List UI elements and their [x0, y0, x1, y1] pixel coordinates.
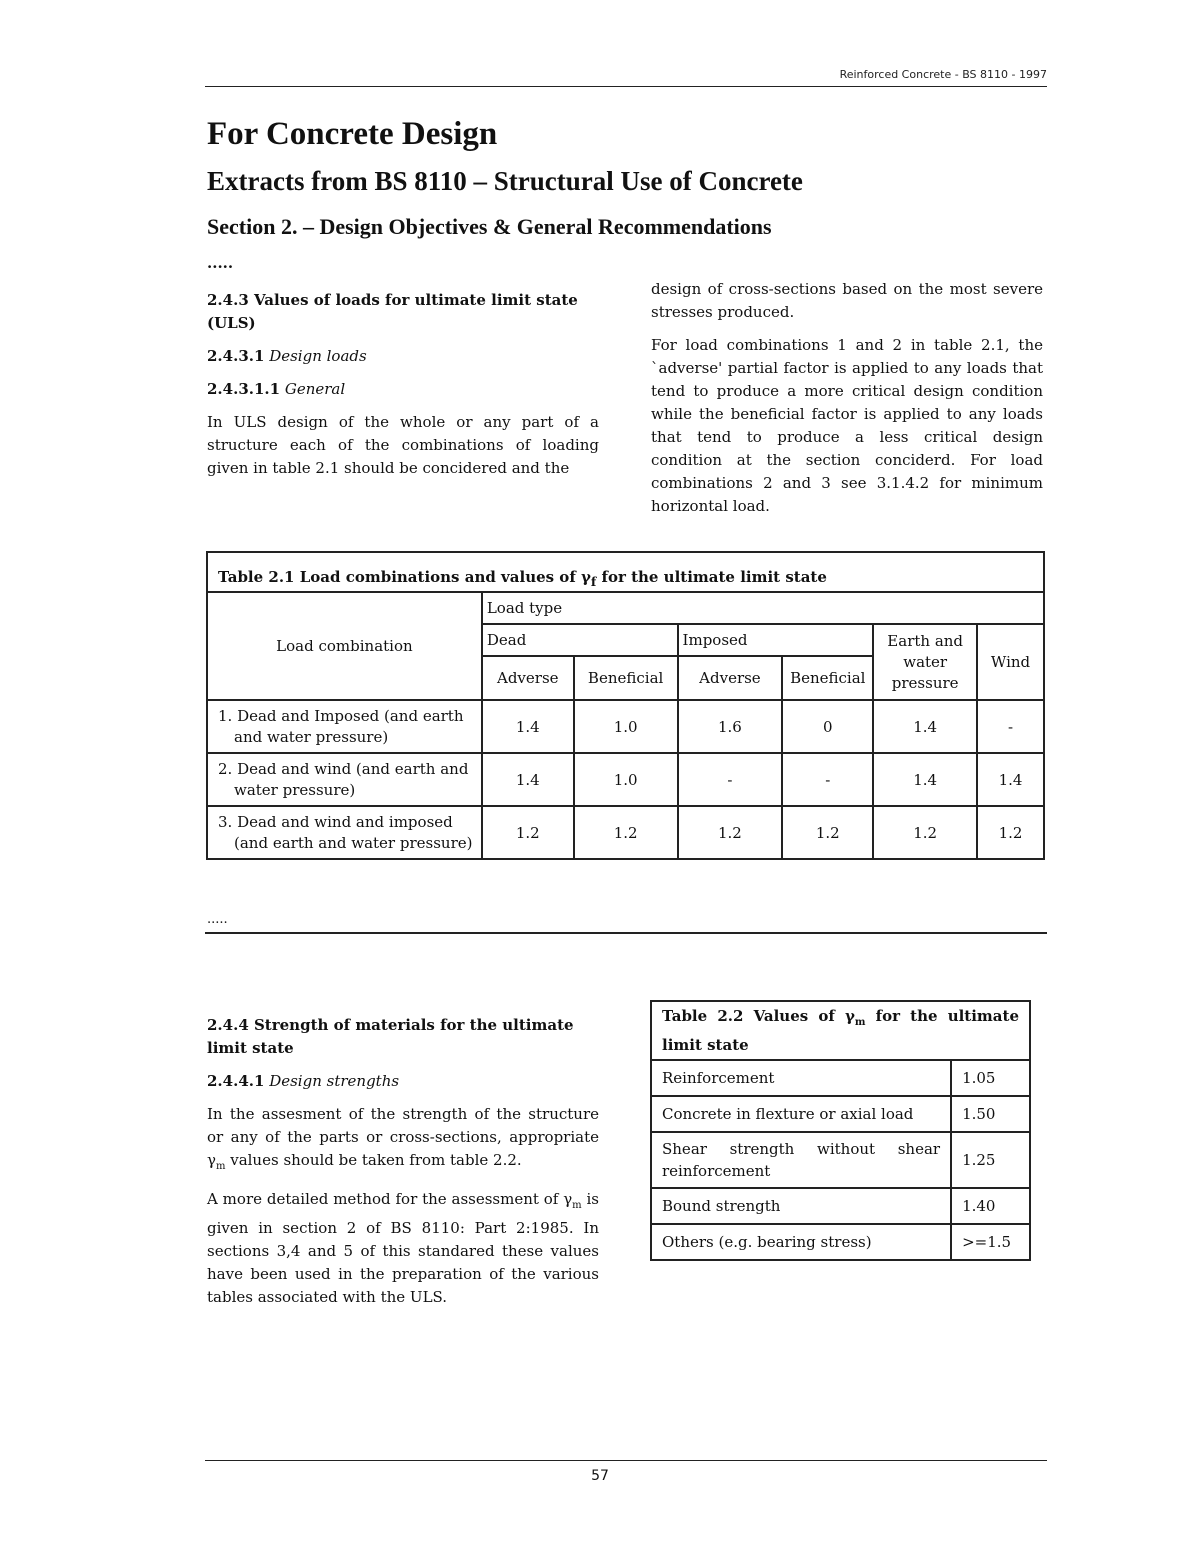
table-row — [651, 1132, 1030, 1188]
sec-244-para2 — [207, 1188, 599, 1309]
material-label: Shear strength without shear reinforcement — [651, 1132, 951, 1188]
gamma-m-value: 1.50 — [951, 1096, 1030, 1132]
combo-line: water pressure) — [234, 780, 356, 799]
sec-2431-heading — [207, 345, 599, 368]
table-2-1-caption-text: Table 2.1 Load combinations and values of γ — [218, 567, 591, 586]
imposed-beneficial-value: 0 — [782, 700, 873, 753]
table-2-2-caption-text-end: for the ultimate limit state — [662, 1007, 1020, 1054]
material-label: Bound strength — [651, 1188, 951, 1224]
sec-2431-title: Design loads — [269, 347, 367, 365]
load-combination-cell — [207, 753, 482, 806]
imposed-adverse-value: 1.6 — [678, 700, 783, 753]
dead-adverse-value: 1.4 — [482, 753, 574, 806]
sec-243-para2: design of cross-sections based on the most severe stresses produced. — [651, 280, 1043, 321]
imposed-beneficial-value: 1.2 — [782, 806, 873, 859]
sec-2431-number: 2.4.3.1 — [207, 347, 265, 365]
sec-24311-title: General — [284, 380, 346, 398]
sec-243-left-column — [207, 289, 599, 490]
earth-water-value: 1.4 — [873, 753, 977, 806]
load-combination-header: Load combination — [207, 592, 482, 700]
dead-adverse-value: 1.4 — [482, 700, 574, 753]
material-label: Reinforcement — [651, 1060, 951, 1096]
footer-rule — [205, 1460, 1047, 1461]
page-subtitle: Extracts from BS 8110 – Structural Use of Concrete — [207, 166, 803, 196]
material-label: Others (e.g. bearing stress) — [651, 1224, 951, 1260]
table-row — [207, 806, 1044, 859]
section-divider — [205, 932, 1047, 934]
table-row — [651, 1096, 1030, 1132]
page-number: 57 — [591, 1468, 609, 1484]
dead-adverse-value: 1.2 — [482, 806, 574, 859]
table-2-2 — [650, 1000, 1031, 1261]
sec-243-right-column — [651, 278, 1043, 528]
sec-24311-number: 2.4.3.1.1 — [207, 380, 281, 398]
table-row — [651, 1060, 1030, 1096]
sec-243-para1: In ULS design of the whole or any part of a structure each of the combinations of loading given in table 2.1 should be concidered and the — [207, 413, 599, 477]
sec-243-heading: 2.4.3 Values of loads for ultimate limit state (ULS) — [207, 291, 578, 332]
imposed-adverse-value: 1.2 — [678, 806, 783, 859]
wind-value: 1.4 — [977, 753, 1044, 806]
table-2-2-caption-text: Table 2.2 Values of γ — [662, 1007, 855, 1025]
imposed-adverse-value: - — [678, 753, 783, 806]
gamma-m-value: 1.25 — [951, 1132, 1030, 1188]
load-combination-cell — [207, 806, 482, 859]
material-label: Concrete in flexture or axial load — [651, 1096, 951, 1132]
sec-243-para3: For load combinations 1 and 2 in table 2.1, the `adverse' partial factor is applied to any loads that tend to produce a more critical design condition while the beneficial factor is applied to any loads that tend to produce a less critical design condition at the section conciderd. For load combinations 2 and 3 see 3.1.4.2 for minimum horizontal load. — [651, 336, 1043, 515]
wind-header: Wind — [977, 624, 1044, 700]
sec-244-left-column — [207, 1014, 599, 1319]
dead-beneficial-value: 1.2 — [574, 806, 678, 859]
sec-244-para2-sub: m — [572, 1200, 582, 1211]
earth-water-header: Earth and water pressure — [873, 624, 977, 700]
page-title: For Concrete Design — [207, 116, 498, 152]
gamma-m-value: 1.05 — [951, 1060, 1030, 1096]
sec-244-para2-text: A more detailed method for the assessment of γ — [207, 1190, 573, 1208]
sec-2441-title: Design strengths — [269, 1072, 400, 1090]
table-row — [651, 1188, 1030, 1224]
sec-244-para2-text-end: is given in section 2 of BS 8110: Part 2:1985. In sections 3,4 and 5 of this standared these values have been used in the preparation of the various tables associated with the ULS. — [207, 1190, 600, 1306]
combo-line: 1. Dead and Imposed (and earth — [218, 706, 464, 725]
ellipsis-mid: ..... — [207, 912, 228, 927]
table-2-1 — [206, 551, 1045, 860]
earth-water-value: 1.2 — [873, 806, 977, 859]
sec-244-para1-text-end: values should be taken from table 2.2. — [225, 1151, 522, 1169]
imposed-adverse-header: Adverse — [678, 656, 783, 700]
table-2-1-caption-text-end: for the ultimate limit state — [596, 567, 827, 586]
sec-24311-heading — [207, 378, 599, 401]
wind-value: - — [977, 700, 1044, 753]
dead-beneficial-value: 1.0 — [574, 700, 678, 753]
table-row — [207, 753, 1044, 806]
table-2-2-caption — [651, 1001, 1030, 1060]
table-2-2-caption-sub: m — [854, 1017, 866, 1028]
imposed-beneficial-header: Beneficial — [782, 656, 873, 700]
load-combination-cell — [207, 700, 482, 753]
gamma-m-value: >=1.5 — [951, 1224, 1030, 1260]
combo-line: and water pressure) — [234, 727, 389, 746]
sec-244-para1-text: In the assesment of the strength of the structure or any of the parts or cross-sections, appropriate γ — [207, 1105, 599, 1169]
combo-line: (and earth and water pressure) — [234, 833, 473, 852]
dead-beneficial-value: 1.0 — [574, 753, 678, 806]
sec-2441-heading — [207, 1070, 599, 1093]
combo-line: 2. Dead and wind (and earth and — [218, 759, 469, 778]
combo-line: 3. Dead and wind and imposed — [218, 812, 453, 831]
section-title: Section 2. – Design Objectives & General Recommendations — [207, 214, 772, 239]
dead-header: Dead — [482, 624, 678, 656]
gamma-m-value: 1.40 — [951, 1188, 1030, 1224]
load-type-header: Load type — [482, 592, 1044, 624]
wind-value: 1.2 — [977, 806, 1044, 859]
sec-244-para1-sub: m — [215, 1161, 226, 1172]
table-row — [651, 1224, 1030, 1260]
ellipsis-top: ..... — [207, 254, 234, 272]
dead-adverse-header: Adverse — [482, 656, 574, 700]
running-header: Reinforced Concrete - BS 8110 - 1997 — [839, 68, 1047, 81]
table-2-1-caption-sub: f — [590, 573, 597, 589]
imposed-header: Imposed — [678, 624, 874, 656]
sec-244-heading: 2.4.4 Strength of materials for the ultimate limit state — [207, 1016, 574, 1057]
earth-water-value: 1.4 — [873, 700, 977, 753]
table-2-1-caption — [207, 552, 1044, 592]
sec-2441-number: 2.4.4.1 — [207, 1072, 265, 1090]
dead-beneficial-header: Beneficial — [574, 656, 678, 700]
table-row — [207, 700, 1044, 753]
header-rule — [205, 86, 1047, 87]
sec-244-para1 — [207, 1103, 599, 1178]
imposed-beneficial-value: - — [782, 753, 873, 806]
